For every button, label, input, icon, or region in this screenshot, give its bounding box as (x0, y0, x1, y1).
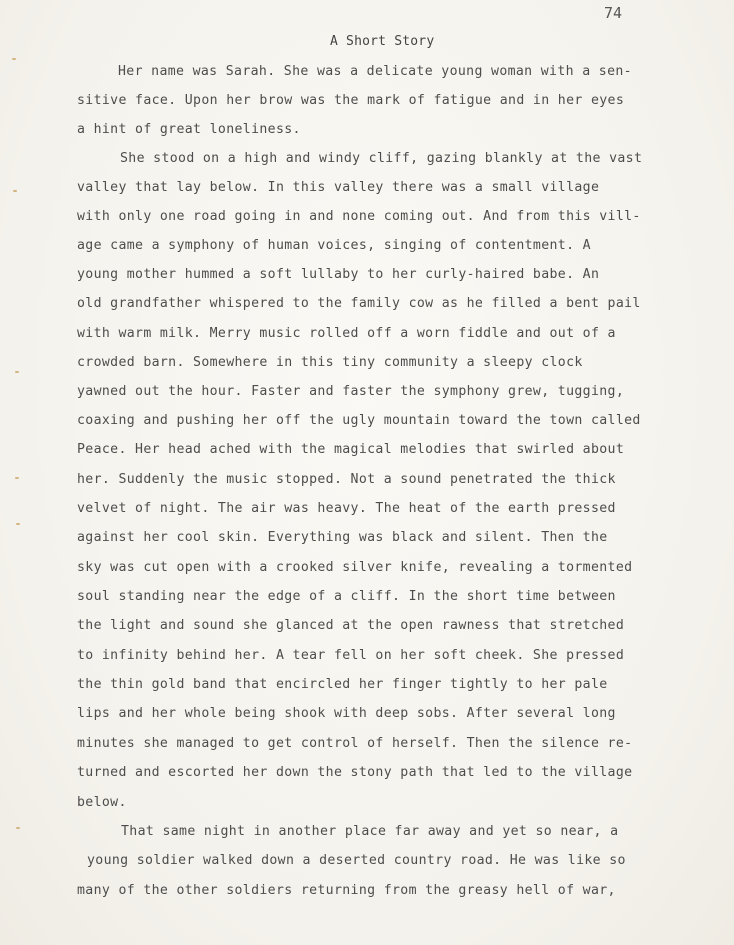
text-line: minutes she managed to get control of herself. Then the silence re- (77, 736, 633, 751)
text-line: crowded barn. Somewhere in this tiny community a sleepy clock (77, 355, 583, 370)
text-line: young soldier walked down a deserted country road. He was like so (87, 853, 626, 868)
margin-mark (16, 523, 20, 525)
text-line: That same night in another place far away and yet so near, a (121, 824, 619, 839)
margin-mark (16, 827, 20, 829)
text-line: valley that lay below. In this valley there was a small village (77, 180, 600, 195)
text-line: coaxing and pushing her off the ugly mountain toward the town called (77, 413, 641, 428)
text-line: turned and escorted her down the stony path that led to the village (77, 765, 633, 780)
text-line: the thin gold band that encircled her finger tightly to her pale (77, 677, 608, 692)
text-line: soul standing near the edge of a cliff. In the short time between (77, 589, 616, 604)
text-line: with warm milk. Merry music rolled off a worn fiddle and out of a (77, 326, 616, 341)
text-line: with only one road going in and none coming out. And from this vill- (77, 209, 641, 224)
text-line: Peace. Her head ached with the magical melodies that swirled about (77, 442, 625, 457)
page-number: 74 (604, 4, 623, 22)
margin-mark (15, 477, 19, 479)
text-line: sky was cut open with a crooked silver knife, revealing a tormented (77, 560, 633, 575)
text-line: the light and sound she glanced at the open rawness that stretched (77, 618, 625, 633)
text-line: against her cool skin. Everything was black and silent. Then the (77, 530, 608, 545)
text-line: to infinity behind her. A tear fell on her soft cheek. She pressed (77, 648, 625, 663)
text-line: below. (77, 795, 127, 810)
text-line: She stood on a high and windy cliff, gazing blankly at the vast (120, 151, 643, 166)
margin-mark (15, 371, 19, 373)
text-line: lips and her whole being shook with deep sobs. After several long (77, 706, 616, 721)
text-line: many of the other soldiers returning from the greasy hell of war, (77, 883, 616, 898)
text-line: old grandfather whispered to the family cow as he filled a bent pail (77, 296, 641, 311)
text-line: age came a symphony of human voices, singing of contentment. A (77, 238, 591, 253)
story-title: A Short Story (330, 34, 435, 49)
text-line: velvet of night. The air was heavy. The heat of the earth pressed (77, 501, 616, 516)
text-line: yawned out the hour. Faster and faster the symphony grew, tugging, (77, 384, 625, 399)
text-line: her. Suddenly the music stopped. Not a sound penetrated the thick (77, 472, 616, 487)
margin-mark (12, 58, 16, 60)
margin-mark (13, 190, 17, 192)
text-line: sitive face. Upon her brow was the mark of fatigue and in her eyes (77, 93, 625, 108)
text-line: a hint of great loneliness. (77, 122, 301, 137)
text-line: Her name was Sarah. She was a delicate young woman with a sen- (118, 64, 632, 79)
text-line: young mother hummed a soft lullaby to her curly-haired babe. An (77, 267, 600, 282)
